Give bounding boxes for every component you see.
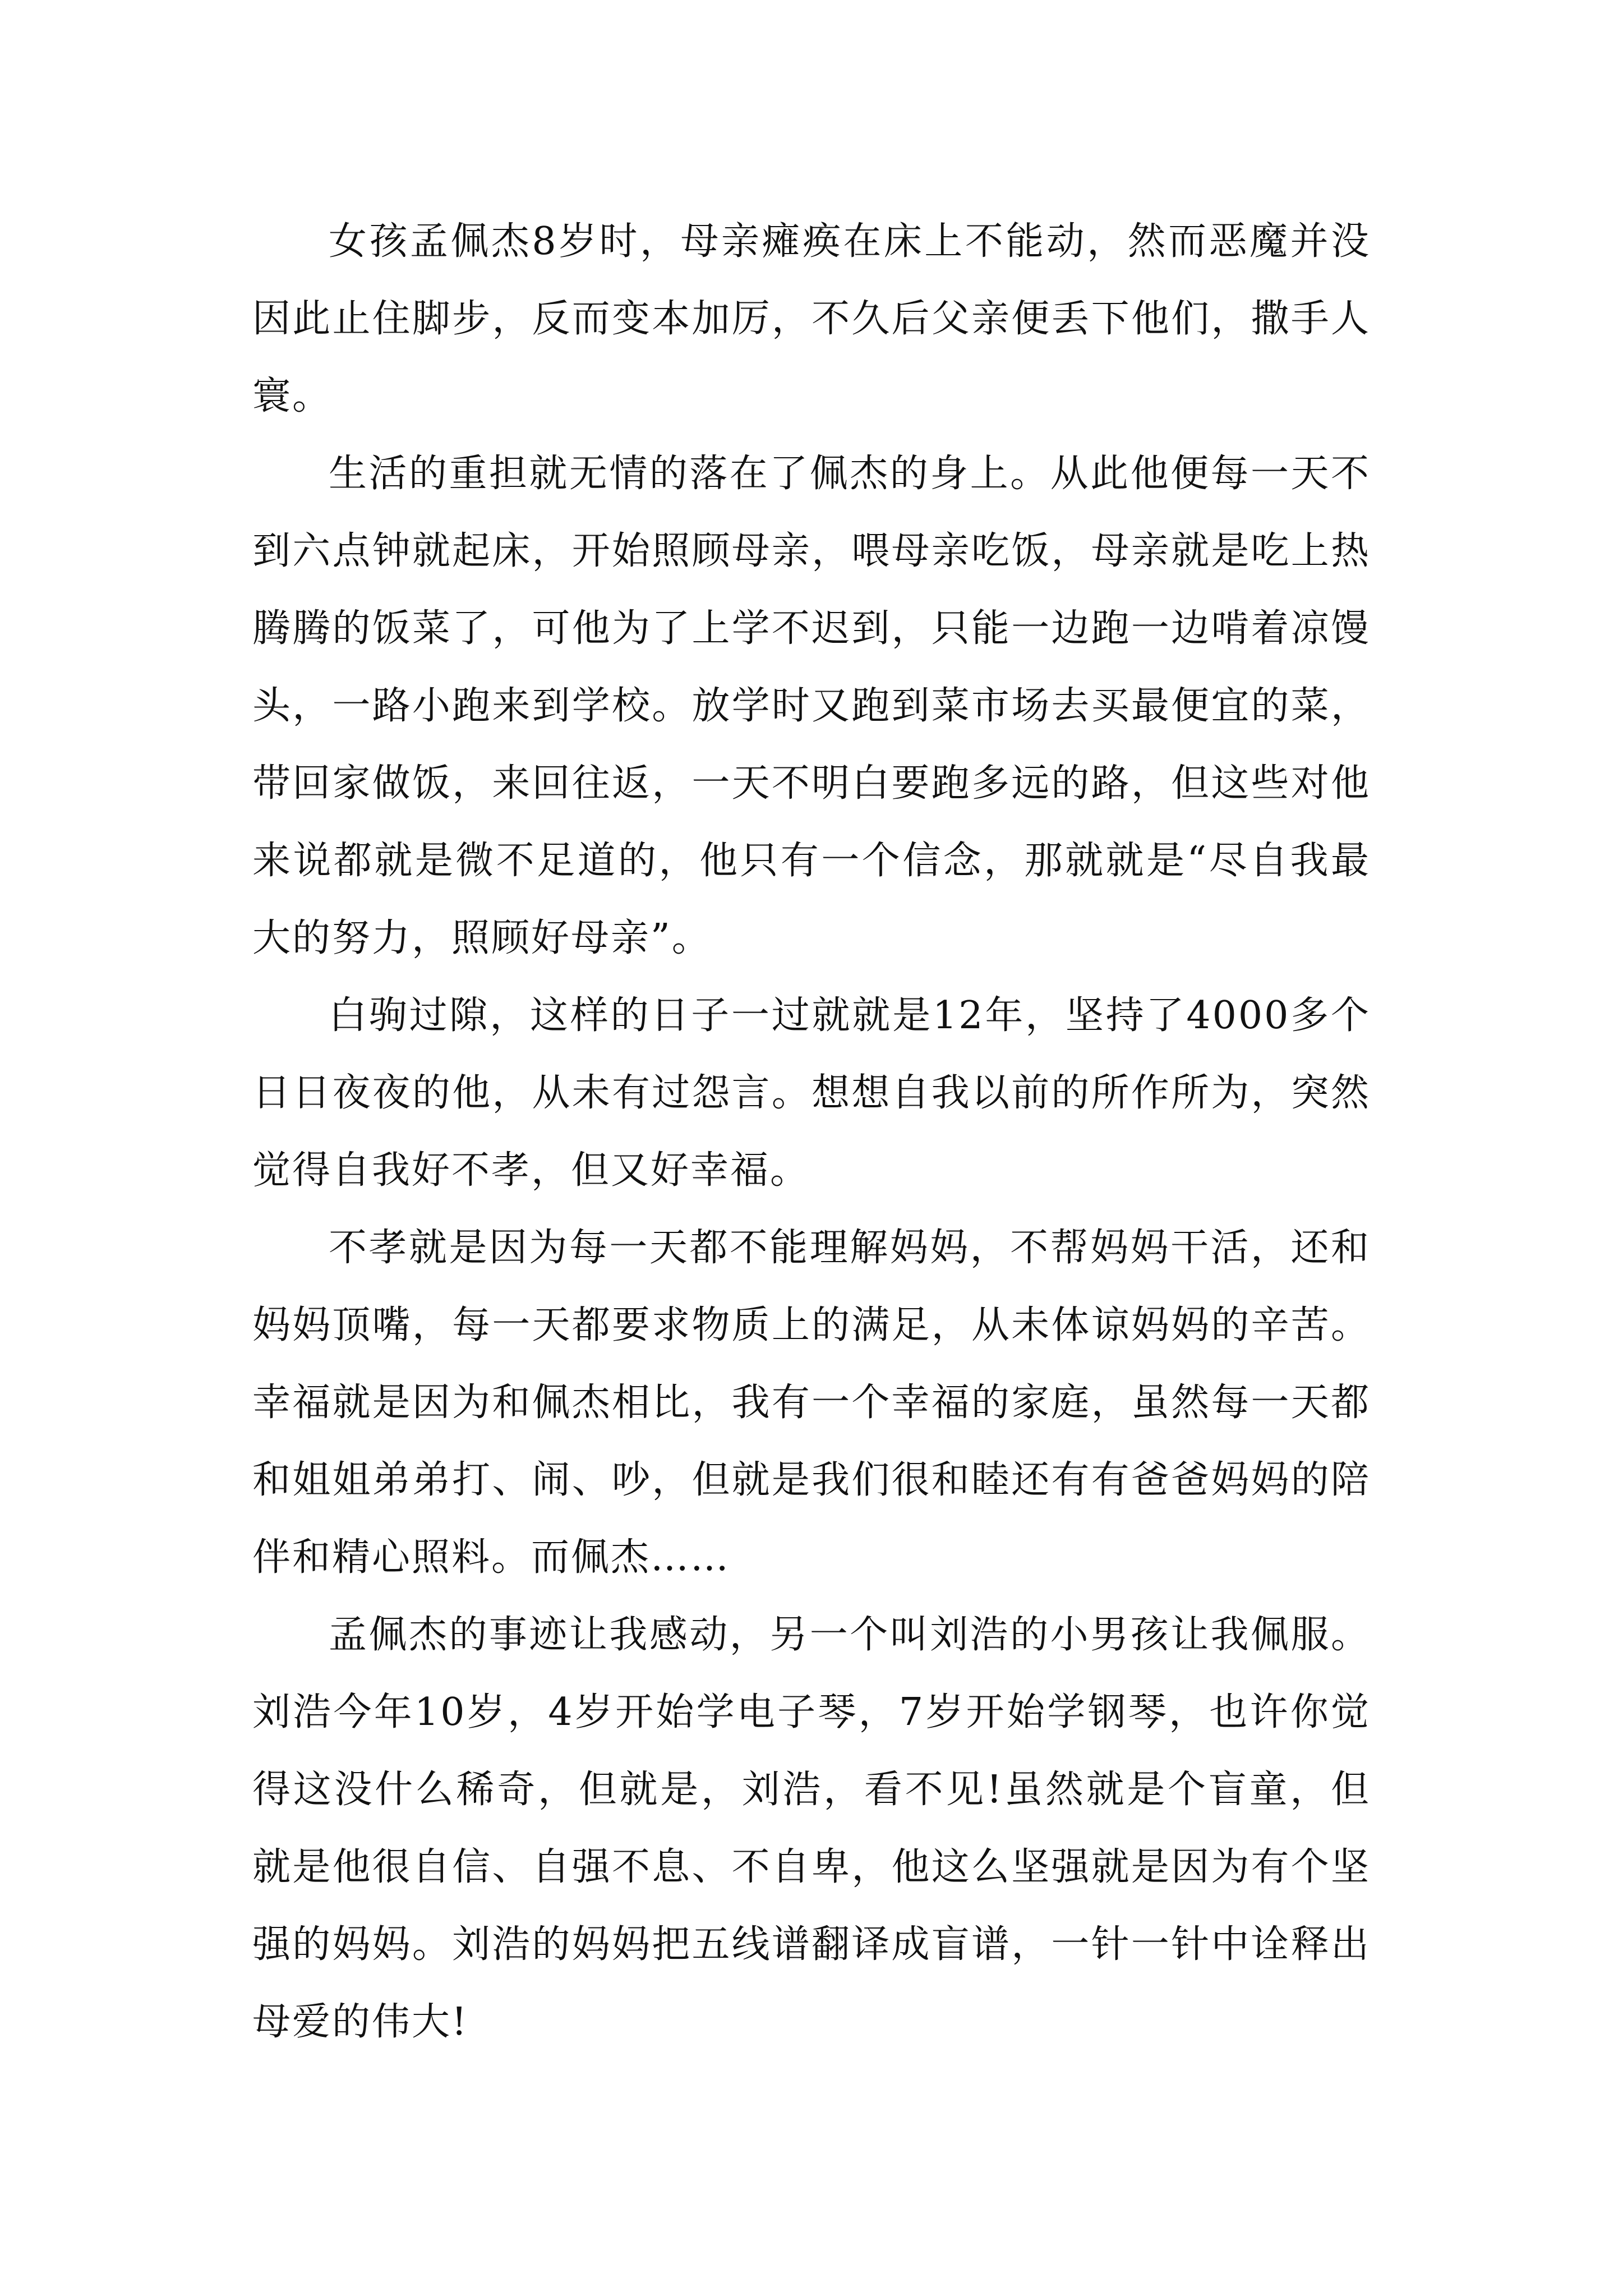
paragraph-2: 生活的重担就无情的落在了佩杰的身上。从此他便每一天不到六点钟就起床，开始照顾母亲，喂母亲吃饭，母亲就是吃上热腾腾的饭菜了，可他为了上学不迟到，只能一边跑一边啃着凉馒头，一路小跑来到学校。放学时又跑到菜市场去买最便宜的菜，带回家做饭，来回往返，一天不明白要跑多远的路，但这些对他来说都就是微不足道的，他只有一个信念，那就就是“尽自我最大的努力，照顾好母亲”。 <box>252 452 1371 960</box>
paragraph-3: 白驹过隙，这样的日子一过就就是12年，坚持了4000多个日日夜夜的他，从未有过怨言。想想自我以前的所作所为，突然觉得自我好不孝，但又好幸福。 <box>252 993 1371 1193</box>
document-body <box>252 203 1371 2061</box>
paragraph-4: 不孝就是因为每一天都不能理解妈妈，不帮妈妈干活，还和妈妈顶嘴，每一天都要求物质上的满足，从未体谅妈妈的辛苦。幸福就是因为和佩杰相比，我有一个幸福的家庭，虽然每一天都和姐姐弟弟打、闹、吵，但就是我们很和睦还有有爸爸妈妈的陪伴和精心照料。而佩杰…… <box>252 1226 1371 1580</box>
paragraph-5: 孟佩杰的事迹让我感动，另一个叫刘浩的小男孩让我佩服。刘浩今年10岁，4岁开始学电子琴，7岁开始学钢琴，也许你觉得这没什么稀奇，但就是，刘浩，看不见!虽然就是个盲童，但就是他很自信、自强不息、不自卑，他这么坚强就是因为有个坚强的妈妈。刘浩的妈妈把五线谱翻译成盲谱，一针一针中诠释出母爱的伟大! <box>252 1613 1371 2044</box>
paragraph-1: 女孩孟佩杰8岁时，母亲瘫痪在床上不能动，然而恶魔并没因此止住脚步，反而变本加厉，不久后父亲便丢下他们，撒手人寰。 <box>252 219 1371 418</box>
